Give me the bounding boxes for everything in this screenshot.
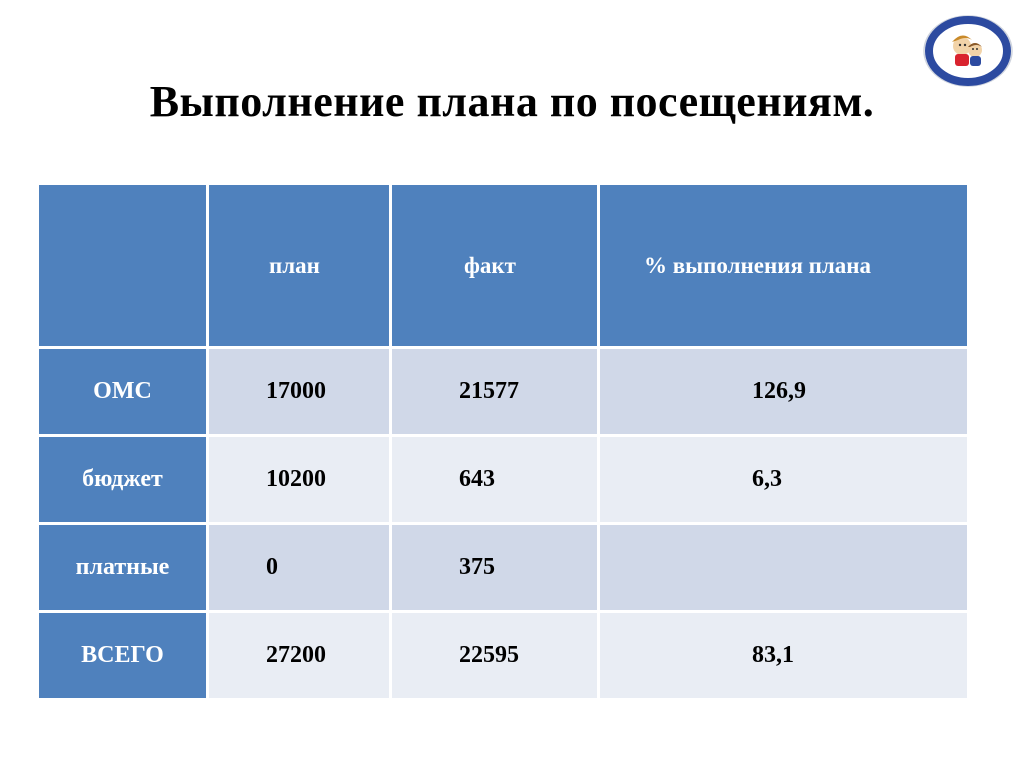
table-row (38, 524, 969, 612)
header-plan: план (208, 184, 391, 348)
plan-cell: 10200 (208, 436, 391, 524)
header-empty (38, 184, 208, 348)
table-row (38, 436, 969, 524)
percent-cell: 83,1 (599, 612, 969, 700)
fact-cell: 22595 (391, 612, 599, 700)
fact-cell: 643 (391, 436, 599, 524)
hospital-logo-icon (922, 14, 1014, 88)
visits-plan-table (36, 182, 970, 701)
header-percent: % выполнения плана (599, 184, 969, 348)
plan-cell: 0 (208, 524, 391, 612)
table-row (38, 612, 969, 700)
fact-cell: 21577 (391, 348, 599, 436)
plan-cell: 27200 (208, 612, 391, 700)
percent-cell: 126,9 (599, 348, 969, 436)
table-header-row (38, 184, 969, 348)
percent-cell: 6,3 (599, 436, 969, 524)
row-label: ОМС (38, 348, 208, 436)
fact-cell: 375 (391, 524, 599, 612)
row-label: бюджет (38, 436, 208, 524)
plan-cell: 17000 (208, 348, 391, 436)
row-label: платные (38, 524, 208, 612)
slide-title: Выполнение плана по посещениям. (149, 77, 875, 126)
table-row (38, 348, 969, 436)
header-fact: факт (391, 184, 599, 348)
percent-cell (599, 524, 969, 612)
row-label: ВСЕГО (38, 612, 208, 700)
